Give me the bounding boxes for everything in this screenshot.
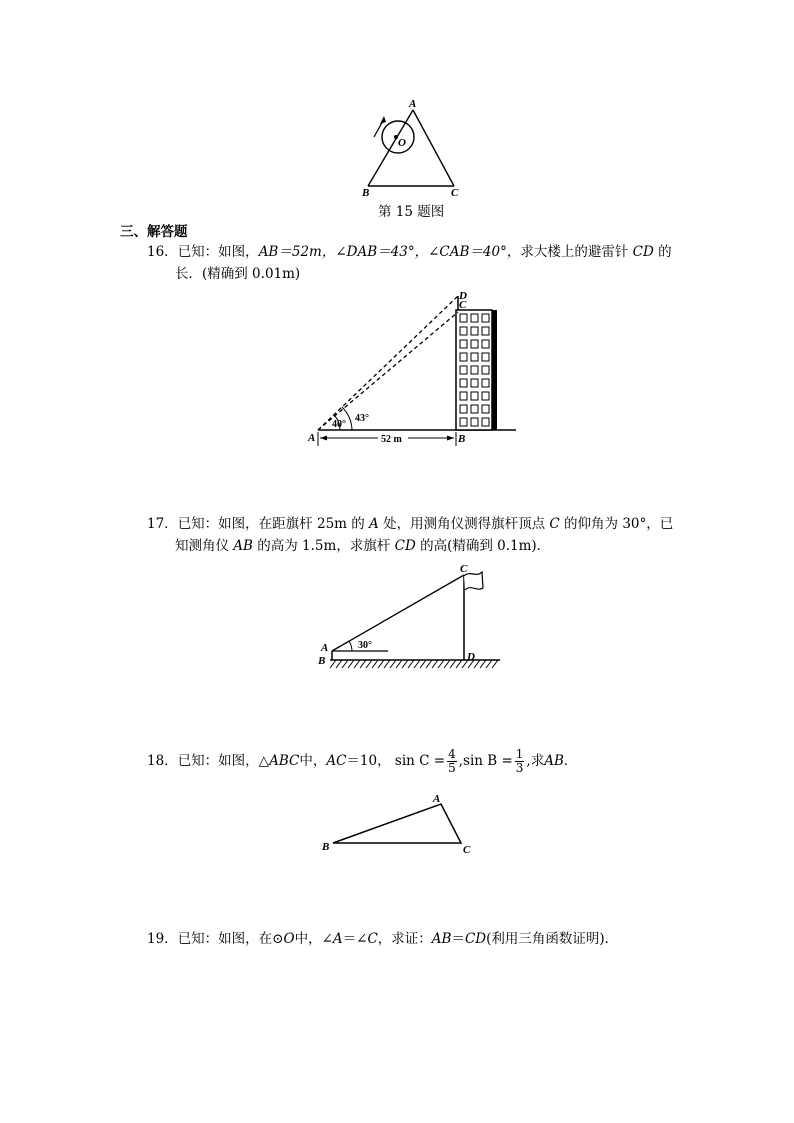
q16-ab: AB＝52m， xyxy=(258,244,336,260)
q19-tail: (利用三角函数证明)． xyxy=(486,931,619,947)
q16-rest1: 求大楼上的避雷针 xyxy=(520,244,629,260)
q16-lead: 已知：如图， xyxy=(177,244,259,260)
q18-frac1-den: 5 xyxy=(448,761,456,775)
q18-frac1-num: 4 xyxy=(448,747,456,761)
fig18-label-b: B xyxy=(322,841,330,853)
q18-sinc: sin C = xyxy=(394,753,446,769)
q17-line2-a: 知测角仪 xyxy=(175,538,229,554)
fig17-label-a: A xyxy=(321,642,329,654)
fig17-label-d: D xyxy=(467,651,475,663)
fig17-label-c: C xyxy=(460,563,468,575)
q16-dab: ∠DAB＝43°， xyxy=(335,244,429,260)
fig15-label-c: C xyxy=(451,187,459,199)
q18-ac: AC xyxy=(326,753,347,769)
q16-number: 16． xyxy=(147,244,178,260)
fig18-label-c: C xyxy=(463,844,471,856)
q18-ac-val: ＝10， xyxy=(346,753,391,769)
fig16-label-a: A xyxy=(308,432,316,444)
q16-cab: ∠CAB＝40°， xyxy=(428,244,521,260)
fig17-label-b: B xyxy=(318,655,326,667)
fig16-angle-43: 43° xyxy=(355,413,369,424)
q19-mid: 中，∠ xyxy=(294,931,333,947)
q17-ab: AB xyxy=(233,538,253,554)
q17-a: A xyxy=(369,516,379,532)
fig16-label-b: B xyxy=(458,433,466,445)
q18-mid: 中， xyxy=(299,753,327,769)
q19-ab: AB xyxy=(431,931,452,947)
q18-frac2-num: 1 xyxy=(515,747,524,761)
fig18-label-a: A xyxy=(433,793,441,805)
fig18-triangle-abc xyxy=(333,804,461,843)
q17-line1-a: 已知：如图，在距旗杆 25m 的 xyxy=(177,516,365,532)
fig15-label-b: B xyxy=(362,187,370,199)
fig15-caption: 第 15 题图 xyxy=(378,204,445,220)
q17-line2-b: 的高为 1.5m，求旗杆 xyxy=(257,538,391,554)
fig16-label-d: D xyxy=(459,290,467,302)
fig16-label-c: C xyxy=(459,299,467,311)
fig16-angle-40: 40° xyxy=(332,419,346,430)
q18-ab: AB xyxy=(544,753,564,769)
q17-line1-c: 的仰角为 30°，已 xyxy=(564,516,674,532)
q18-end: ． xyxy=(563,753,578,769)
q19-c: C xyxy=(367,931,378,947)
fig15-label-o: O xyxy=(398,137,406,149)
q16-rest2: 的 xyxy=(658,244,672,260)
q17-cd: CD xyxy=(394,538,416,554)
q19-prove: ，求证： xyxy=(377,931,432,947)
q19-line1 xyxy=(147,929,618,949)
q19-lead: 已知：如图，在⊙ xyxy=(177,931,284,947)
q19-number: 19． xyxy=(147,931,178,947)
q19-o: O xyxy=(283,931,295,947)
q17-c: C xyxy=(549,516,560,532)
q19-eq2: ＝ xyxy=(451,931,465,947)
q17-line1-b: 处，用测角仪测得旗杆顶点 xyxy=(383,516,546,532)
fig17-angle-30: 30° xyxy=(358,640,372,651)
q19-a: A xyxy=(332,931,343,947)
q17-number: 17． xyxy=(147,516,178,532)
q18-number: 18． xyxy=(147,753,178,769)
q18-abc: ABC xyxy=(269,753,300,769)
q16-line2: 长．(精确到 0.01m) xyxy=(175,266,301,282)
q18-tail: ,求 xyxy=(526,753,545,769)
section-title: 三、解答题 xyxy=(120,224,188,240)
q19-cd: CD xyxy=(464,931,487,947)
q18-frac2-den: 3 xyxy=(515,761,524,775)
q17-line2-c: 的高(精确到 0.1m)． xyxy=(420,538,551,554)
fig15-label-a: A xyxy=(409,98,417,110)
q18-sinb: ,sin B = xyxy=(458,753,513,769)
q16-cd: CD xyxy=(632,244,654,260)
fig16-dist: 52 m xyxy=(381,434,402,445)
q19-eq: ＝∠ xyxy=(342,931,368,947)
q18-lead: 已知：如图，△ xyxy=(177,753,270,769)
